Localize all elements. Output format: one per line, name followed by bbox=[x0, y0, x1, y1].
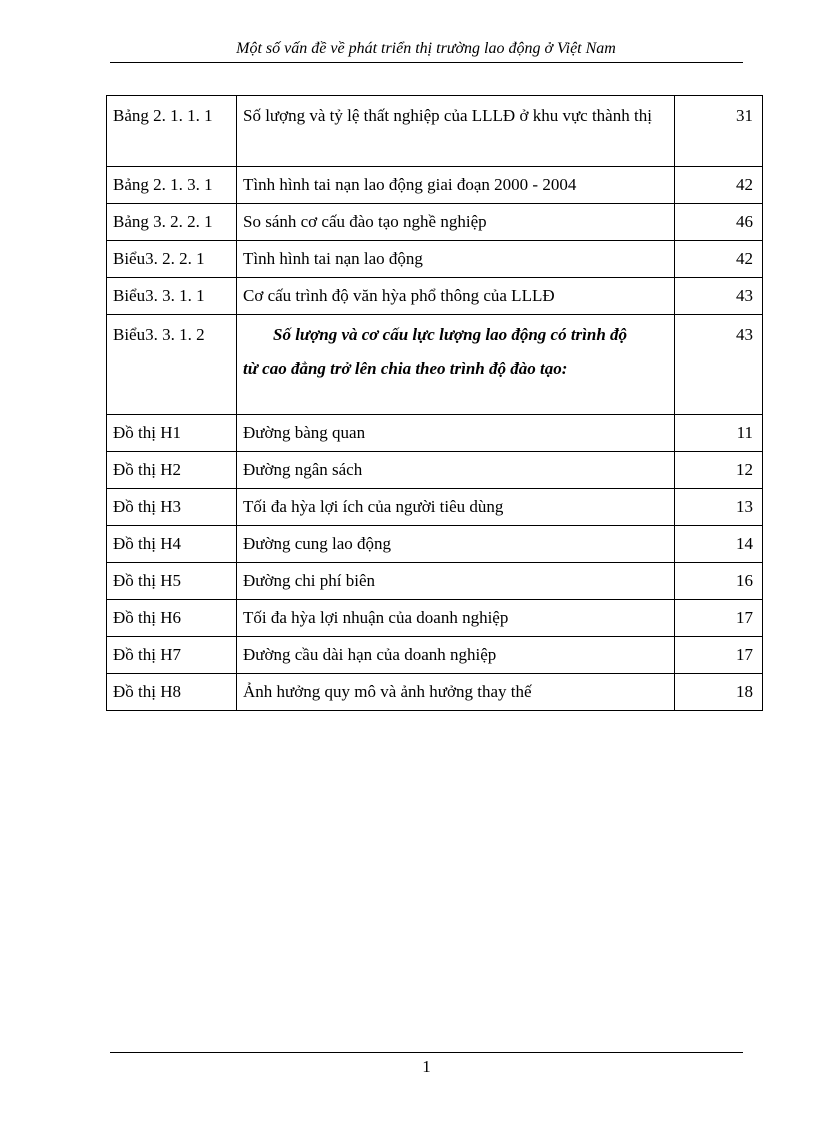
entry-title-line: Số lượng và cơ cấu lực lượng lao động có trình độ bbox=[273, 325, 628, 344]
entry-label: Đồ thị H7 bbox=[107, 637, 237, 674]
table-row bbox=[107, 452, 763, 489]
table-row bbox=[107, 204, 763, 241]
table-row bbox=[107, 600, 763, 637]
entry-page: 16 bbox=[675, 563, 763, 600]
entry-page: 13 bbox=[675, 489, 763, 526]
entry-label: Biểu3. 3. 1. 2 bbox=[107, 315, 237, 415]
entry-page: 14 bbox=[675, 526, 763, 563]
entry-title: Tối đa hỳa lợi ích của người tiêu dùng bbox=[237, 489, 675, 526]
entry-title: Đường chi phí biên bbox=[237, 563, 675, 600]
table-row bbox=[107, 415, 763, 452]
entry-page: 42 bbox=[675, 167, 763, 204]
entry-title: So sánh cơ cấu đào tạo nghề nghiệp bbox=[237, 204, 675, 241]
table-row bbox=[107, 167, 763, 204]
table-row bbox=[107, 637, 763, 674]
entry-title: Tối đa hỳa lợi nhuận của doanh nghiệp bbox=[237, 600, 675, 637]
figure-table-index bbox=[106, 95, 763, 711]
entry-page: 46 bbox=[675, 204, 763, 241]
entry-title: Tình hình tai nạn lao động bbox=[237, 241, 675, 278]
table-row bbox=[107, 674, 763, 711]
entry-page: 18 bbox=[675, 674, 763, 711]
entry-title: Tình hình tai nạn lao động giai đoạn 2000 - 2004 bbox=[237, 167, 675, 204]
entry-page: 11 bbox=[675, 415, 763, 452]
entry-label: Đồ thị H3 bbox=[107, 489, 237, 526]
entry-title-emphasis bbox=[243, 318, 668, 386]
table-row bbox=[107, 489, 763, 526]
table-row bbox=[107, 96, 763, 167]
entry-label: Đồ thị H5 bbox=[107, 563, 237, 600]
entry-title: Cơ cấu trình độ văn hỳa phổ thông của LLLĐ bbox=[237, 278, 675, 315]
entry-label: Bảng 2. 1. 1. 1 bbox=[107, 96, 237, 167]
table-row bbox=[107, 526, 763, 563]
entry-page: 43 bbox=[675, 278, 763, 315]
entry-title: Đường cung lao động bbox=[237, 526, 675, 563]
entry-label: Đồ thị H4 bbox=[107, 526, 237, 563]
table-row bbox=[107, 241, 763, 278]
entry-page: 42 bbox=[675, 241, 763, 278]
entry-title: Đường cầu dài hạn của doanh nghiệp bbox=[237, 637, 675, 674]
entry-title-line: từ cao đẳng trở lên chia theo trình độ đào tạo: bbox=[243, 359, 568, 378]
entry-page: 43 bbox=[675, 315, 763, 415]
table-row bbox=[107, 315, 763, 415]
running-header: Một số vấn đề về phát triển thị trường lao động ở Việt Nam bbox=[236, 40, 616, 57]
entry-title: Đường ngân sách bbox=[237, 452, 675, 489]
entry-label: Đồ thị H6 bbox=[107, 600, 237, 637]
entry-page: 31 bbox=[675, 96, 763, 167]
table-row bbox=[107, 278, 763, 315]
entry-page: 12 bbox=[675, 452, 763, 489]
entry-label: Biểu3. 3. 1. 1 bbox=[107, 278, 237, 315]
entry-title bbox=[237, 315, 675, 415]
entry-label: Bảng 2. 1. 3. 1 bbox=[107, 167, 237, 204]
entry-title: Ảnh hưởng quy mô và ảnh hưởng thay thế bbox=[237, 674, 675, 711]
footer-divider bbox=[110, 1052, 743, 1053]
entry-label: Bảng 3. 2. 2. 1 bbox=[107, 204, 237, 241]
entry-label: Biểu3. 2. 2. 1 bbox=[107, 241, 237, 278]
table-row bbox=[107, 563, 763, 600]
page-number: 1 bbox=[422, 1057, 431, 1076]
entry-label: Đồ thị H2 bbox=[107, 452, 237, 489]
entry-label: Đồ thị H1 bbox=[107, 415, 237, 452]
entry-label: Đồ thị H8 bbox=[107, 674, 237, 711]
entry-page: 17 bbox=[675, 637, 763, 674]
entry-title: Số lượng và tỷ lệ thất nghiệp của LLLĐ ở khu vực thành thị bbox=[237, 96, 675, 167]
entry-title: Đường bàng quan bbox=[237, 415, 675, 452]
header-divider bbox=[110, 62, 743, 63]
entry-page: 17 bbox=[675, 600, 763, 637]
